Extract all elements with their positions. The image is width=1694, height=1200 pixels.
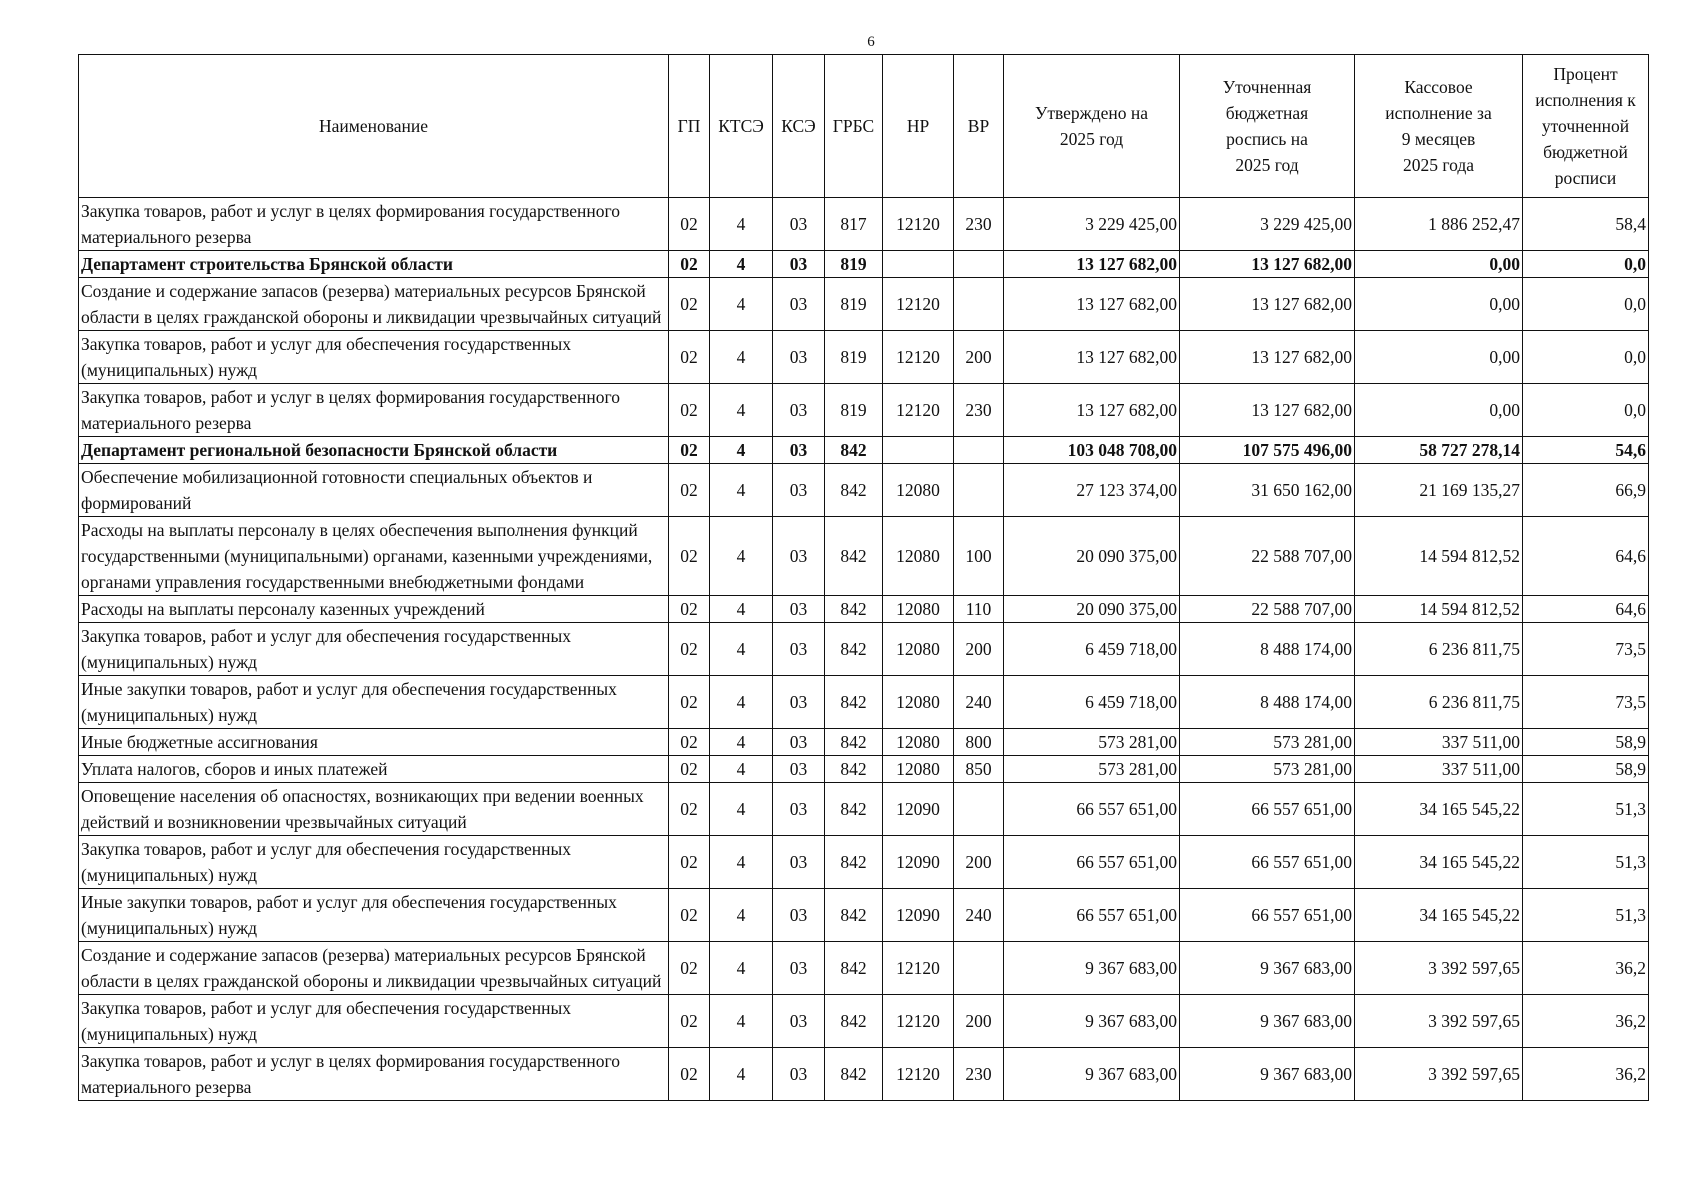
cell-ktse: 4 — [710, 517, 773, 596]
header-vr: ВР — [954, 55, 1004, 198]
cell-cash: 14 594 812,52 — [1355, 596, 1523, 623]
cell-approved: 9 367 683,00 — [1004, 942, 1180, 995]
cell-nr: 12120 — [883, 198, 954, 251]
cell-nr — [883, 437, 954, 464]
cell-percent: 64,6 — [1523, 517, 1649, 596]
cell-refined: 9 367 683,00 — [1180, 942, 1355, 995]
table-row — [79, 783, 1649, 836]
cell-gp: 02 — [669, 995, 710, 1048]
cell-name: Закупка товаров, работ и услуг для обеспечения государственных (муниципальных) нужд — [79, 331, 669, 384]
cell-cash: 0,00 — [1355, 331, 1523, 384]
cell-percent: 73,5 — [1523, 676, 1649, 729]
cell-nr: 12120 — [883, 278, 954, 331]
cell-percent: 58,9 — [1523, 729, 1649, 756]
cell-name: Расходы на выплаты персоналу в целях обеспечения выполнения функций государственными (муниципальными) органами, казенными учреждениями, органами управления государственными внебюджетными фондами — [79, 517, 669, 596]
cell-grbs: 842 — [825, 995, 883, 1048]
cell-percent: 54,6 — [1523, 437, 1649, 464]
cell-cash: 1 886 252,47 — [1355, 198, 1523, 251]
cell-cash: 21 169 135,27 — [1355, 464, 1523, 517]
cell-name: Обеспечение мобилизационной готовности специальных объектов и формирований — [79, 464, 669, 517]
cell-nr: 12120 — [883, 1048, 954, 1101]
cell-approved: 13 127 682,00 — [1004, 384, 1180, 437]
cell-vr — [954, 437, 1004, 464]
cell-grbs: 842 — [825, 756, 883, 783]
cell-kse: 03 — [773, 331, 825, 384]
cell-refined: 13 127 682,00 — [1180, 384, 1355, 437]
cell-ktse: 4 — [710, 676, 773, 729]
cell-approved: 13 127 682,00 — [1004, 278, 1180, 331]
cell-ktse: 4 — [710, 278, 773, 331]
cell-gp: 02 — [669, 596, 710, 623]
cell-refined: 66 557 651,00 — [1180, 836, 1355, 889]
cell-percent: 36,2 — [1523, 995, 1649, 1048]
cell-vr: 240 — [954, 676, 1004, 729]
cell-vr — [954, 783, 1004, 836]
cell-kse: 03 — [773, 1048, 825, 1101]
cell-nr: 12090 — [883, 836, 954, 889]
cell-percent: 0,0 — [1523, 251, 1649, 278]
cell-ktse: 4 — [710, 1048, 773, 1101]
cell-percent: 0,0 — [1523, 278, 1649, 331]
cell-refined: 13 127 682,00 — [1180, 331, 1355, 384]
cell-percent: 58,9 — [1523, 756, 1649, 783]
cell-ktse: 4 — [710, 198, 773, 251]
cell-name: Закупка товаров, работ и услуг в целях формирования государственного материального резерва — [79, 198, 669, 251]
page-number: 6 — [867, 34, 875, 50]
cell-refined: 66 557 651,00 — [1180, 783, 1355, 836]
cell-nr: 12090 — [883, 783, 954, 836]
cell-name: Расходы на выплаты персоналу казенных учреждений — [79, 596, 669, 623]
cell-vr — [954, 278, 1004, 331]
cell-name: Создание и содержание запасов (резерва) материальных ресурсов Брянской области в целях гражданской обороны и ликвидации чрезвычайных ситуаций — [79, 942, 669, 995]
cell-nr: 12080 — [883, 517, 954, 596]
cell-name: Иные бюджетные ассигнования — [79, 729, 669, 756]
cell-approved: 20 090 375,00 — [1004, 596, 1180, 623]
cell-vr: 230 — [954, 1048, 1004, 1101]
cell-nr: 12090 — [883, 889, 954, 942]
cell-grbs: 842 — [825, 464, 883, 517]
cell-percent: 73,5 — [1523, 623, 1649, 676]
cell-ktse: 4 — [710, 756, 773, 783]
table-row — [79, 517, 1649, 596]
table-row — [79, 251, 1649, 278]
cell-approved: 13 127 682,00 — [1004, 331, 1180, 384]
cell-refined: 107 575 496,00 — [1180, 437, 1355, 464]
cell-gp: 02 — [669, 437, 710, 464]
cell-kse: 03 — [773, 517, 825, 596]
cell-name: Закупка товаров, работ и услуг для обеспечения государственных (муниципальных) нужд — [79, 623, 669, 676]
cell-name: Создание и содержание запасов (резерва) материальных ресурсов Брянской области в целях гражданской обороны и ликвидации чрезвычайных ситуаций — [79, 278, 669, 331]
cell-grbs: 842 — [825, 676, 883, 729]
cell-vr: 230 — [954, 384, 1004, 437]
cell-cash: 337 511,00 — [1355, 729, 1523, 756]
cell-vr: 200 — [954, 331, 1004, 384]
cell-kse: 03 — [773, 384, 825, 437]
header-ktse: КТСЭ — [710, 55, 773, 198]
cell-vr — [954, 464, 1004, 517]
cell-grbs: 842 — [825, 437, 883, 464]
cell-approved: 103 048 708,00 — [1004, 437, 1180, 464]
budget-table — [78, 54, 1649, 1101]
cell-name: Закупка товаров, работ и услуг в целях формирования государственного материального резерва — [79, 384, 669, 437]
cell-cash: 34 165 545,22 — [1355, 836, 1523, 889]
cell-ktse: 4 — [710, 729, 773, 756]
table-row — [79, 198, 1649, 251]
header-refined: Уточненная бюджетная роспись на 2025 год — [1180, 55, 1355, 198]
cell-cash: 34 165 545,22 — [1355, 889, 1523, 942]
cell-ktse: 4 — [710, 889, 773, 942]
cell-name: Закупка товаров, работ и услуг для обеспечения государственных (муниципальных) нужд — [79, 836, 669, 889]
cell-percent: 0,0 — [1523, 331, 1649, 384]
cell-approved: 27 123 374,00 — [1004, 464, 1180, 517]
table-row — [79, 1048, 1649, 1101]
cell-gp: 02 — [669, 278, 710, 331]
cell-gp: 02 — [669, 729, 710, 756]
cell-refined: 8 488 174,00 — [1180, 676, 1355, 729]
cell-vr — [954, 251, 1004, 278]
cell-gp: 02 — [669, 517, 710, 596]
cell-gp: 02 — [669, 331, 710, 384]
cell-cash: 3 392 597,65 — [1355, 1048, 1523, 1101]
cell-refined: 22 588 707,00 — [1180, 596, 1355, 623]
cell-approved: 3 229 425,00 — [1004, 198, 1180, 251]
cell-kse: 03 — [773, 437, 825, 464]
cell-percent: 66,9 — [1523, 464, 1649, 517]
table-row — [79, 384, 1649, 437]
cell-cash: 337 511,00 — [1355, 756, 1523, 783]
cell-percent: 36,2 — [1523, 1048, 1649, 1101]
cell-approved: 6 459 718,00 — [1004, 676, 1180, 729]
cell-refined: 573 281,00 — [1180, 756, 1355, 783]
cell-cash: 0,00 — [1355, 384, 1523, 437]
cell-nr: 12120 — [883, 384, 954, 437]
table-row — [79, 623, 1649, 676]
cell-cash: 3 392 597,65 — [1355, 942, 1523, 995]
cell-nr: 12080 — [883, 464, 954, 517]
cell-grbs: 842 — [825, 1048, 883, 1101]
cell-cash: 58 727 278,14 — [1355, 437, 1523, 464]
cell-grbs: 842 — [825, 942, 883, 995]
cell-gp: 02 — [669, 756, 710, 783]
cell-grbs: 842 — [825, 596, 883, 623]
cell-vr: 240 — [954, 889, 1004, 942]
cell-kse: 03 — [773, 889, 825, 942]
cell-nr: 12120 — [883, 331, 954, 384]
cell-ktse: 4 — [710, 836, 773, 889]
cell-grbs: 842 — [825, 836, 883, 889]
cell-ktse: 4 — [710, 995, 773, 1048]
cell-percent: 51,3 — [1523, 836, 1649, 889]
cell-approved: 20 090 375,00 — [1004, 517, 1180, 596]
cell-gp: 02 — [669, 623, 710, 676]
table-row — [79, 596, 1649, 623]
cell-cash: 14 594 812,52 — [1355, 517, 1523, 596]
cell-approved: 66 557 651,00 — [1004, 783, 1180, 836]
cell-refined: 13 127 682,00 — [1180, 251, 1355, 278]
cell-kse: 03 — [773, 464, 825, 517]
cell-name: Оповещение населения об опасностях, возникающих при ведении военных действий и возникновении чрезвычайных ситуаций — [79, 783, 669, 836]
table-row — [79, 889, 1649, 942]
table-row — [79, 331, 1649, 384]
cell-cash: 3 392 597,65 — [1355, 995, 1523, 1048]
header-kse: КСЭ — [773, 55, 825, 198]
cell-grbs: 817 — [825, 198, 883, 251]
cell-ktse: 4 — [710, 596, 773, 623]
cell-kse: 03 — [773, 596, 825, 623]
cell-ktse: 4 — [710, 384, 773, 437]
cell-kse: 03 — [773, 756, 825, 783]
cell-refined: 8 488 174,00 — [1180, 623, 1355, 676]
cell-kse: 03 — [773, 995, 825, 1048]
table-row — [79, 836, 1649, 889]
cell-kse: 03 — [773, 729, 825, 756]
cell-nr — [883, 251, 954, 278]
cell-percent: 36,2 — [1523, 942, 1649, 995]
cell-kse: 03 — [773, 278, 825, 331]
table-row — [79, 942, 1649, 995]
cell-cash: 34 165 545,22 — [1355, 783, 1523, 836]
cell-approved: 66 557 651,00 — [1004, 836, 1180, 889]
cell-ktse: 4 — [710, 623, 773, 676]
cell-kse: 03 — [773, 836, 825, 889]
cell-kse: 03 — [773, 942, 825, 995]
header-approved: Утверждено на 2025 год — [1004, 55, 1180, 198]
cell-name: Закупка товаров, работ и услуг в целях формирования государственного материального резерва — [79, 1048, 669, 1101]
cell-grbs: 842 — [825, 729, 883, 756]
cell-percent: 64,6 — [1523, 596, 1649, 623]
cell-kse: 03 — [773, 623, 825, 676]
cell-grbs: 842 — [825, 517, 883, 596]
cell-name: Департамент региональной безопасности Брянской области — [79, 437, 669, 464]
cell-ktse: 4 — [710, 942, 773, 995]
cell-refined: 9 367 683,00 — [1180, 1048, 1355, 1101]
cell-nr: 12080 — [883, 676, 954, 729]
cell-approved: 573 281,00 — [1004, 756, 1180, 783]
cell-ktse: 4 — [710, 464, 773, 517]
cell-name: Закупка товаров, работ и услуг для обеспечения государственных (муниципальных) нужд — [79, 995, 669, 1048]
table-row — [79, 464, 1649, 517]
cell-ktse: 4 — [710, 783, 773, 836]
cell-nr: 12120 — [883, 942, 954, 995]
cell-refined: 13 127 682,00 — [1180, 278, 1355, 331]
table-row — [79, 437, 1649, 464]
table-row — [79, 729, 1649, 756]
table-row — [79, 995, 1649, 1048]
cell-gp: 02 — [669, 464, 710, 517]
cell-refined: 22 588 707,00 — [1180, 517, 1355, 596]
cell-cash: 6 236 811,75 — [1355, 623, 1523, 676]
cell-vr: 100 — [954, 517, 1004, 596]
cell-ktse: 4 — [710, 331, 773, 384]
cell-refined: 9 367 683,00 — [1180, 995, 1355, 1048]
cell-approved: 9 367 683,00 — [1004, 995, 1180, 1048]
cell-kse: 03 — [773, 251, 825, 278]
cell-approved: 9 367 683,00 — [1004, 1048, 1180, 1101]
table-row — [79, 278, 1649, 331]
cell-vr: 110 — [954, 596, 1004, 623]
cell-percent: 0,0 — [1523, 384, 1649, 437]
cell-vr: 200 — [954, 623, 1004, 676]
cell-gp: 02 — [669, 676, 710, 729]
cell-approved: 573 281,00 — [1004, 729, 1180, 756]
cell-gp: 02 — [669, 1048, 710, 1101]
table-body — [79, 198, 1649, 1101]
cell-percent: 58,4 — [1523, 198, 1649, 251]
cell-refined: 66 557 651,00 — [1180, 889, 1355, 942]
cell-grbs: 819 — [825, 331, 883, 384]
cell-vr — [954, 942, 1004, 995]
cell-name: Иные закупки товаров, работ и услуг для обеспечения государственных (муниципальных) нужд — [79, 676, 669, 729]
cell-percent: 51,3 — [1523, 783, 1649, 836]
cell-vr: 230 — [954, 198, 1004, 251]
header-gp: ГП — [669, 55, 710, 198]
cell-name: Уплата налогов, сборов и иных платежей — [79, 756, 669, 783]
cell-gp: 02 — [669, 889, 710, 942]
cell-grbs: 819 — [825, 384, 883, 437]
cell-refined: 31 650 162,00 — [1180, 464, 1355, 517]
cell-percent: 51,3 — [1523, 889, 1649, 942]
cell-gp: 02 — [669, 384, 710, 437]
cell-cash: 0,00 — [1355, 278, 1523, 331]
cell-kse: 03 — [773, 676, 825, 729]
cell-vr: 200 — [954, 836, 1004, 889]
header-nr: НР — [883, 55, 954, 198]
table-row — [79, 676, 1649, 729]
cell-nr: 12080 — [883, 756, 954, 783]
cell-gp: 02 — [669, 198, 710, 251]
cell-gp: 02 — [669, 836, 710, 889]
cell-ktse: 4 — [710, 251, 773, 278]
cell-grbs: 842 — [825, 889, 883, 942]
cell-ktse: 4 — [710, 437, 773, 464]
cell-refined: 3 229 425,00 — [1180, 198, 1355, 251]
table-row — [79, 756, 1649, 783]
cell-gp: 02 — [669, 783, 710, 836]
cell-nr: 12080 — [883, 729, 954, 756]
cell-approved: 66 557 651,00 — [1004, 889, 1180, 942]
cell-gp: 02 — [669, 942, 710, 995]
cell-nr: 12080 — [883, 596, 954, 623]
table-header-row — [79, 55, 1649, 198]
cell-vr: 200 — [954, 995, 1004, 1048]
cell-grbs: 842 — [825, 783, 883, 836]
cell-grbs: 819 — [825, 278, 883, 331]
cell-vr: 800 — [954, 729, 1004, 756]
cell-cash: 0,00 — [1355, 251, 1523, 278]
header-name: Наименование — [79, 55, 669, 198]
cell-name: Иные закупки товаров, работ и услуг для обеспечения государственных (муниципальных) нужд — [79, 889, 669, 942]
cell-vr: 850 — [954, 756, 1004, 783]
header-grbs: ГРБС — [825, 55, 883, 198]
cell-gp: 02 — [669, 251, 710, 278]
cell-kse: 03 — [773, 198, 825, 251]
cell-name: Департамент строительства Брянской области — [79, 251, 669, 278]
header-percent: Процент исполнения к уточненной бюджетной росписи — [1523, 55, 1649, 198]
cell-cash: 6 236 811,75 — [1355, 676, 1523, 729]
cell-grbs: 819 — [825, 251, 883, 278]
cell-approved: 13 127 682,00 — [1004, 251, 1180, 278]
cell-approved: 6 459 718,00 — [1004, 623, 1180, 676]
cell-grbs: 842 — [825, 623, 883, 676]
cell-refined: 573 281,00 — [1180, 729, 1355, 756]
cell-kse: 03 — [773, 783, 825, 836]
cell-nr: 12080 — [883, 623, 954, 676]
cell-nr: 12120 — [883, 995, 954, 1048]
header-cash: Кассовое исполнение за 9 месяцев 2025 года — [1355, 55, 1523, 198]
